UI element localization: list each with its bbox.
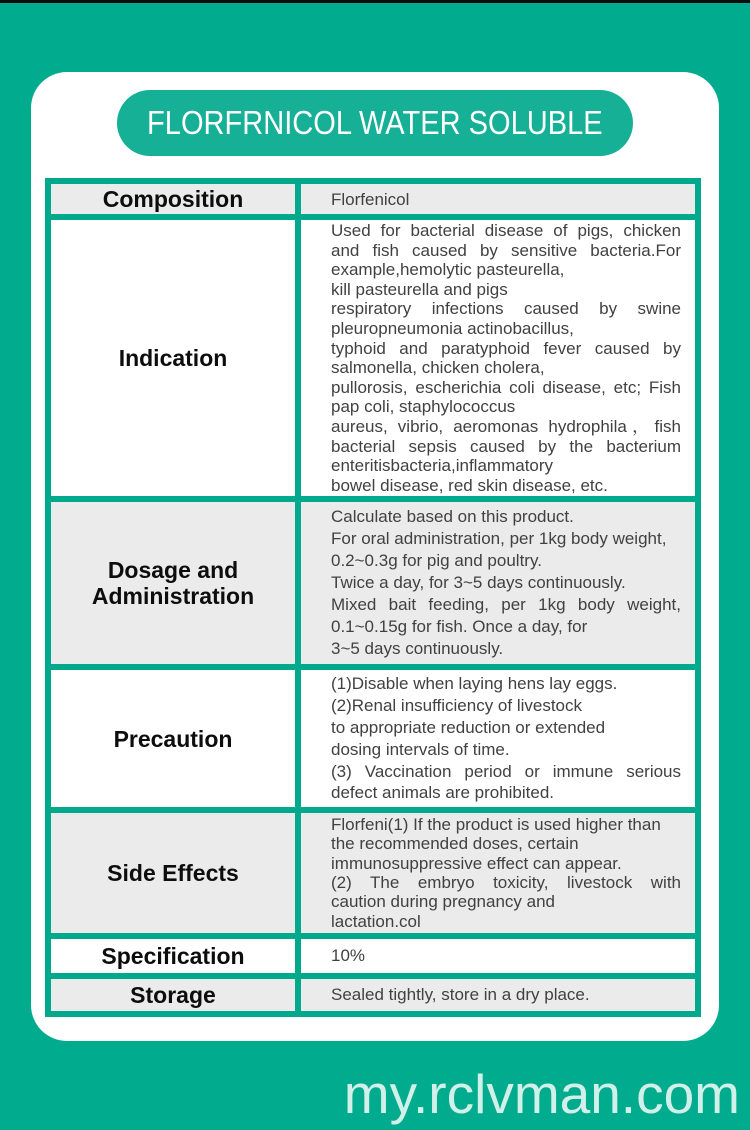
table-row-dosage bbox=[48, 499, 698, 667]
row-value bbox=[298, 976, 698, 1014]
value-line: Sealed tightly, store in a dry place. bbox=[331, 985, 590, 1005]
value-line: pap coli, staphylococcus bbox=[331, 397, 516, 417]
row-label: Dosage and Administration bbox=[48, 499, 298, 667]
row-value bbox=[298, 810, 698, 936]
title-banner-text: FLORFRNICOL WATER SOLUBLE bbox=[147, 104, 603, 141]
product-spec-table bbox=[45, 178, 701, 1017]
row-label: Composition bbox=[48, 181, 298, 217]
value-line: and fish caused by sensitive bacteria.For bbox=[331, 240, 681, 260]
table-row-side_effects bbox=[48, 810, 698, 936]
row-value bbox=[298, 667, 698, 810]
title-banner bbox=[117, 90, 633, 156]
value-line: Used for bacterial disease of pigs, chicken bbox=[331, 221, 681, 240]
row-label: Storage bbox=[48, 976, 298, 1014]
value-line: 0.2~0.3g for pig and poultry. bbox=[331, 551, 542, 571]
value-line: (3) Vaccination period or immune serious bbox=[331, 761, 681, 781]
value-line: respiratory infections caused by swine bbox=[331, 299, 681, 319]
value-line: aureus, vibrio, aeromonas hydrophila，fish bbox=[331, 416, 681, 436]
value-line: example,hemolytic pasteurella, bbox=[331, 260, 565, 280]
value-line: (2)Renal insufficiency of livestock bbox=[331, 696, 583, 716]
row-label: Side Effects bbox=[48, 810, 298, 936]
value-line: Twice a day, for 3~5 days continuously. bbox=[331, 573, 626, 593]
value-line: pullorosis, escherichia coli disease, etc; Fish bbox=[331, 377, 681, 397]
table-row-indication bbox=[48, 217, 698, 499]
value-line: (2) The embryo toxicity, livestock with bbox=[331, 872, 681, 892]
value-line: to appropriate reduction or extended bbox=[331, 717, 606, 737]
table-row-storage bbox=[48, 976, 698, 1014]
product-card bbox=[31, 72, 719, 1041]
row-label: Specification bbox=[48, 936, 298, 976]
row-value bbox=[298, 936, 698, 976]
value-line: defect animals are prohibited. bbox=[331, 783, 555, 803]
value-line: Florfeni(1) If the product is used higher than bbox=[331, 815, 661, 835]
value-line: 3~5 days continuously. bbox=[331, 639, 504, 659]
value-line: dosing intervals of time. bbox=[331, 739, 510, 759]
value-line: 10% bbox=[331, 946, 366, 966]
value-line: enteritisbacteria,inflammatory bbox=[331, 456, 554, 476]
spec-table-body bbox=[48, 181, 698, 1014]
value-line: Mixed bait feeding, per 1kg body weight, bbox=[331, 595, 681, 615]
value-line: Calculate based on this product. bbox=[331, 507, 574, 527]
value-line: immunosuppressive effect can appear. bbox=[331, 853, 622, 873]
value-line: (1)Disable when laying hens lay eggs. bbox=[331, 674, 618, 694]
value-line: lactation.col bbox=[331, 911, 421, 931]
value-line: the recommended doses, certain bbox=[331, 834, 579, 854]
row-value bbox=[298, 181, 698, 217]
value-line: kill pasteurella and pigs bbox=[331, 279, 508, 299]
table-row-composition bbox=[48, 181, 698, 217]
value-line: Florfenicol bbox=[331, 189, 410, 209]
value-line: typhoid and paratyphoid fever caused by bbox=[331, 338, 681, 358]
value-line: caution during pregnancy and bbox=[331, 892, 555, 912]
watermark-text: my.rclvman.com bbox=[343, 1063, 740, 1125]
value-line: For oral administration, per 1kg body weight, bbox=[331, 529, 667, 549]
value-line: pleuropneumonia actinobacillus, bbox=[331, 318, 574, 338]
table-row-precaution bbox=[48, 667, 698, 810]
row-value bbox=[298, 217, 698, 499]
table-row-specification bbox=[48, 936, 698, 976]
row-value bbox=[298, 499, 698, 667]
value-line: bacterial sepsis caused by the bacterium bbox=[331, 436, 681, 456]
row-label: Indication bbox=[48, 217, 298, 499]
value-line: salmonella, chicken cholera, bbox=[331, 358, 545, 378]
value-line: 0.1~0.15g for fish. Once a day, for bbox=[331, 617, 588, 637]
value-line: bowel disease, red skin disease, etc. bbox=[331, 475, 608, 495]
row-label: Precaution bbox=[48, 667, 298, 810]
top-edge-strip bbox=[0, 0, 750, 3]
